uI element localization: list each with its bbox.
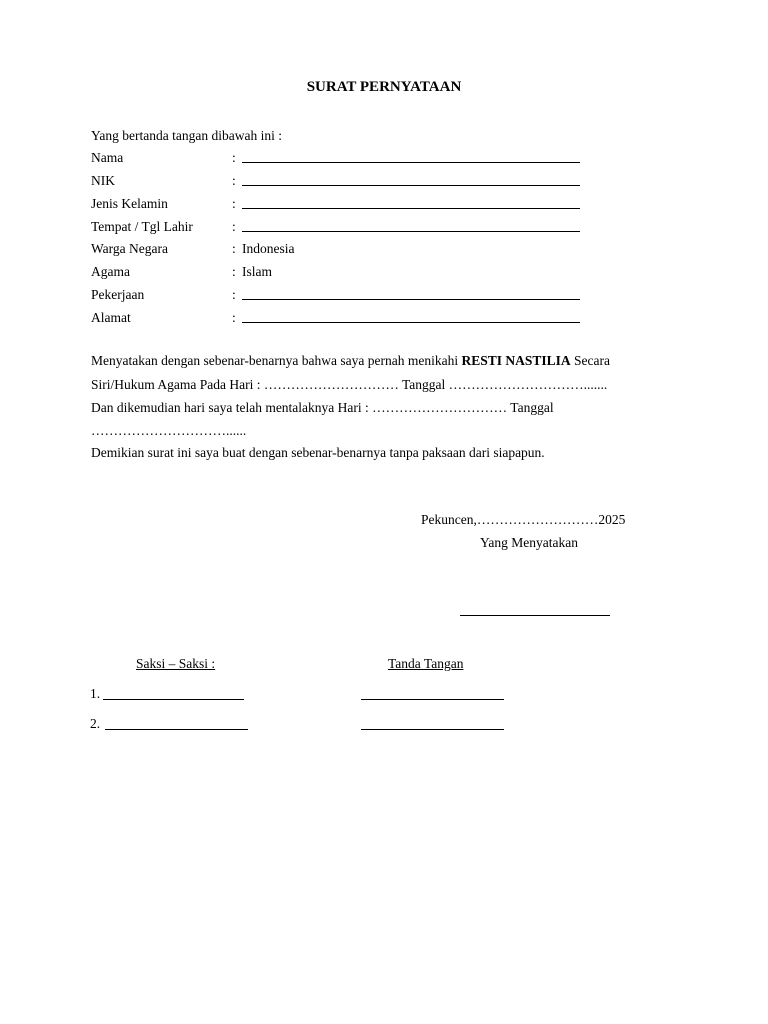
field-label-agama: Agama: [91, 264, 130, 279]
field-label-nik: NIK: [91, 173, 115, 188]
field-separator: :: [232, 310, 236, 325]
field-label-alamat: Alamat: [91, 310, 131, 325]
field-separator: :: [232, 196, 236, 211]
field-separator: :: [232, 173, 236, 188]
witnesses-header: Saksi – Saksi :: [136, 656, 216, 671]
statement-line-2: Siri/Hukum Agama Pada Hari : ………………………… Tanggal ………………………….......: [91, 377, 608, 392]
statement-line-3: Dan dikemudian hari saya telah mentalaknya Hari : ………………………… Tanggal: [91, 400, 554, 415]
witness-name-line-1: [103, 699, 244, 700]
statement-prefix: Menyatakan dengan sebenar-benarnya bahwa saya pernah menikahi: [91, 353, 462, 368]
signature-header: Tanda Tangan: [388, 656, 464, 671]
closing-statement: Demikian surat ini saya buat dengan sebenar-benarnya tanpa paksaan dari siapapun.: [91, 445, 545, 460]
spouse-name: RESTI NASTILIA: [461, 353, 571, 368]
document-title: SURAT PERNYATAAN: [306, 79, 462, 95]
statement-line-4: …………………………......: [91, 423, 247, 438]
field-label-pekerjaan: Pekerjaan: [91, 287, 145, 302]
witness-signature-line-2: [361, 729, 504, 730]
intro-text: Yang bertanda tangan dibawah ini :: [91, 128, 282, 143]
field-separator: :: [232, 150, 236, 165]
witness-name-line-2: [105, 729, 248, 730]
blank-line-pekerjaan: [242, 299, 580, 300]
field-label-warga-negara: Warga Negara: [91, 241, 168, 256]
blank-line-nama: [242, 162, 580, 163]
field-value-agama: Islam: [242, 264, 272, 279]
field-label-tempat-tgl-lahir: Tempat / Tgl Lahir: [91, 219, 193, 234]
blank-line-tempat-tgl-lahir: [242, 231, 580, 232]
witness-number-2: 2.: [90, 716, 101, 731]
field-label-jenis-kelamin: Jenis Kelamin: [91, 196, 168, 211]
statement-suffix: Secara: [570, 353, 610, 368]
blank-line-nik: [242, 185, 580, 186]
field-separator: :: [232, 241, 236, 256]
blank-line-alamat: [242, 322, 580, 323]
field-separator: :: [232, 219, 236, 234]
place-date: Pekuncen,………………………2025: [421, 512, 626, 527]
blank-line-jenis-kelamin: [242, 208, 580, 209]
field-separator: :: [232, 287, 236, 302]
field-label-nama: Nama: [91, 150, 124, 165]
signer-label: Yang Menyatakan: [480, 535, 578, 550]
field-value-warga-negara: Indonesia: [242, 241, 295, 256]
field-separator: :: [232, 264, 236, 279]
statement-line-1: [91, 353, 610, 369]
signature-line: [460, 615, 610, 616]
witness-number-1: 1.: [90, 686, 101, 701]
witness-signature-line-1: [361, 699, 504, 700]
